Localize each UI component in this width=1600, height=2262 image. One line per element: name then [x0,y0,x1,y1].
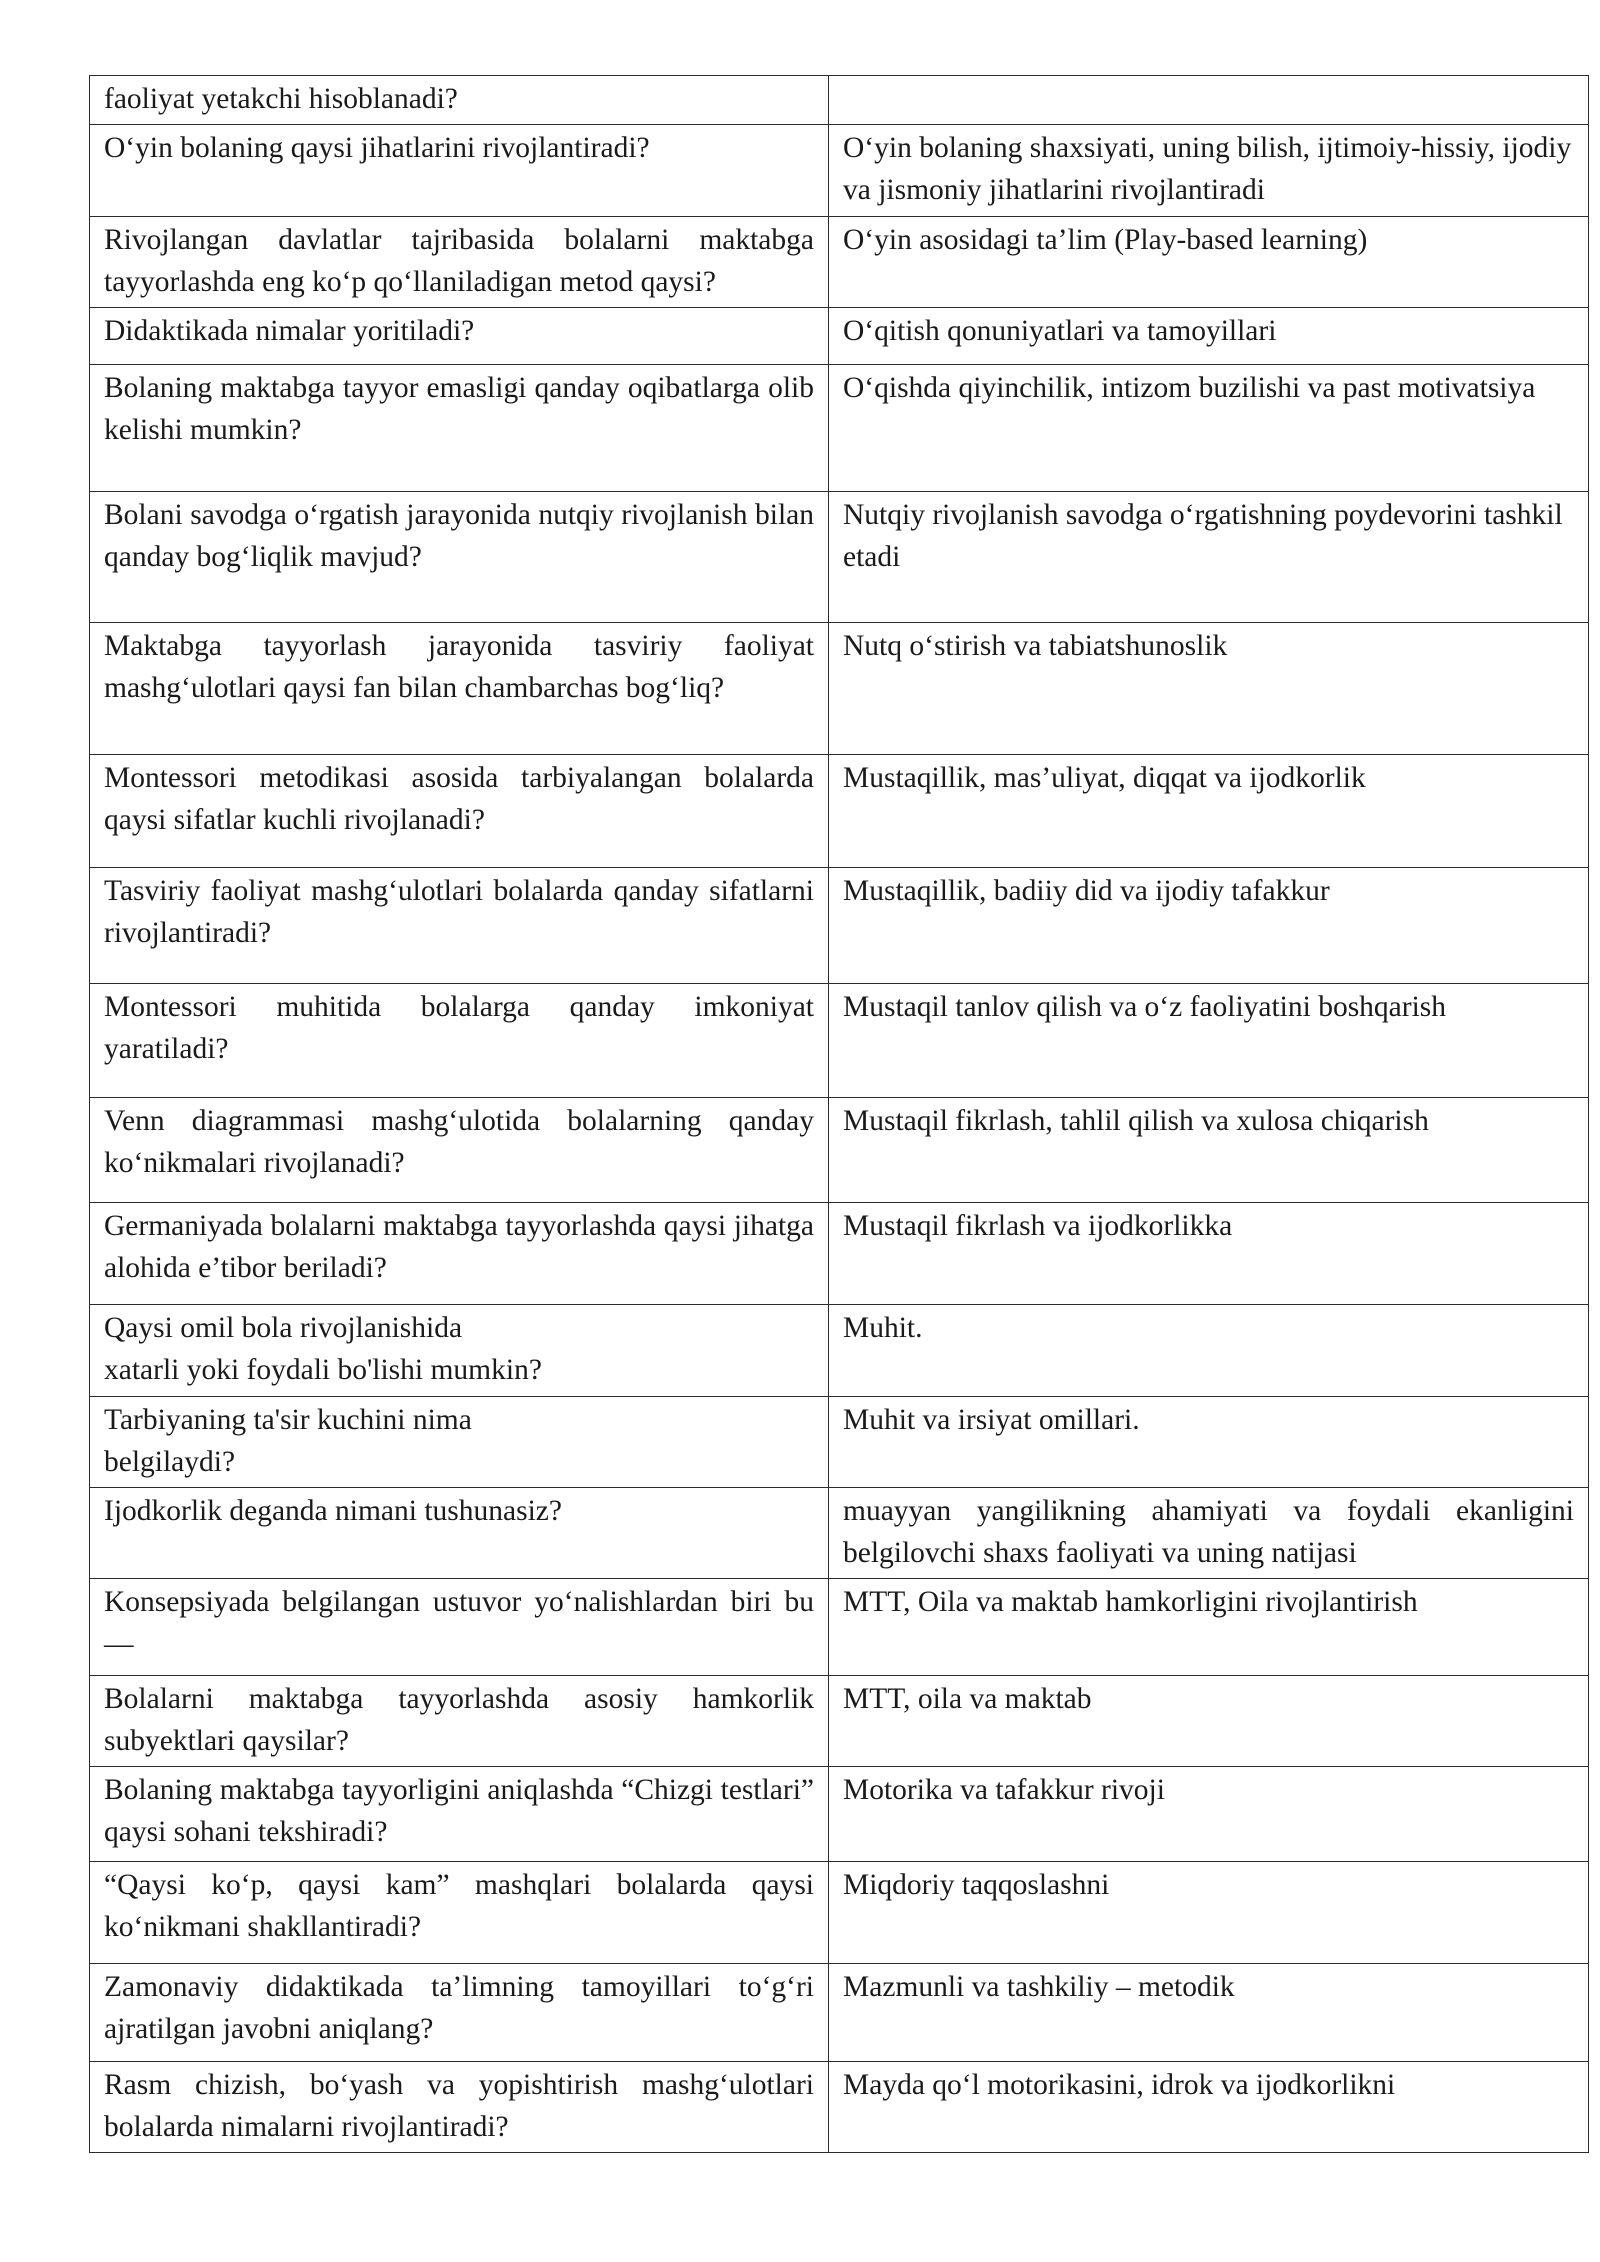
table-row [90,1579,1589,1676]
document-page [89,75,1588,2153]
answer-cell [829,755,1589,868]
table-row [90,1676,1589,1767]
question-text: Venn diagrammasi mashg‘ulotida bolalarning qanday ko‘nikmalari rivojlanadi? [104,1105,814,1179]
question-cell [90,1862,829,1964]
question-cell [90,1203,829,1305]
answer-cell [829,868,1589,984]
question-text: Bolalarni maktabga tayyorlashda asosiy hamkorlik subyektlari qaysilar? [104,1683,814,1757]
answer-cell [829,492,1589,623]
answer-text: muayyan yangilikning ahamiyati va foydali ekanligini belgilovchi shaxs faoliyati va uning natijasi [843,1495,1574,1569]
question-cell [90,217,829,308]
question-text: Ijodkorlik deganda nimani tushunasiz? [104,1495,562,1527]
table-row [90,1203,1589,1305]
answer-text: O‘yin asosidagi ta’lim (Play-based learning) [843,224,1368,256]
answer-cell [829,1203,1589,1305]
answer-text: MTT, Oila va maktab hamkorligini rivojlantirish [843,1586,1418,1618]
question-text: O‘yin bolaning qaysi jihatlarini rivojlantiradi? [104,132,650,164]
question-cell [90,125,829,217]
question-text: Konsepsiyada belgilangan ustuvor yo‘nalishlardan biri bu — [104,1586,814,1660]
table-row [90,125,1589,217]
answer-cell [829,1305,1589,1397]
table-row [90,868,1589,984]
answer-text: Mazmunli va tashkiliy – metodik [843,1971,1235,2003]
answer-cell [829,217,1589,308]
table-row [90,623,1589,755]
question-cell [90,76,829,125]
question-cell [90,1098,829,1203]
question-text: faoliyat yetakchi hisoblanadi? [104,83,458,115]
answer-cell [829,1579,1589,1676]
answer-text: MTT, oila va maktab [843,1683,1092,1715]
question-text: Bolani savodga o‘rgatish jarayonida nutqiy rivojlanish bilan qanday bog‘liqlik mavjud? [104,499,814,573]
question-text: Montessori metodikasi asosida tarbiyalangan bolalarda qaysi sifatlar kuchli rivojlanadi? [104,762,814,836]
question-cell [90,308,829,365]
question-text: Tarbiyaning ta'sir kuchini nima belgilaydi? [104,1404,472,1478]
answer-text: Motorika va tafakkur rivoji [843,1774,1165,1806]
question-cell [90,623,829,755]
table-row [90,1862,1589,1964]
answer-text: Mustaqil fikrlash, tahlil qilish va xulosa chiqarish [843,1105,1429,1137]
question-cell [90,492,829,623]
answer-cell [829,76,1589,125]
question-cell [90,868,829,984]
table-row [90,76,1589,125]
answer-cell [829,1098,1589,1203]
question-cell [90,755,829,868]
question-cell [90,1579,829,1676]
answer-text: Mustaqil fikrlash va ijodkorlikka [843,1210,1233,1242]
qa-table [89,75,1589,2153]
answer-cell [829,365,1589,492]
answer-text: Mustaqil tanlov qilish va o‘z faoliyatini boshqarish [843,991,1447,1023]
question-cell [90,1305,829,1397]
answer-text: Muhit va irsiyat omillari. [843,1404,1140,1436]
answer-cell [829,1676,1589,1767]
question-text: Rasm chizish, bo‘yash va yopishtirish mashg‘ulotlari bolalarda nimalarni rivojlantiradi? [104,2069,814,2143]
answer-cell [829,984,1589,1098]
answer-text: O‘qitish qonuniyatlari va tamoyillari [843,315,1277,347]
answer-text: Mustaqillik, badiiy did va ijodiy tafakkur [843,875,1330,907]
question-cell [90,984,829,1098]
question-text: Bolaning maktabga tayyor emasligi qanday oqibatlarga olib kelishi mumkin? [104,372,814,446]
answer-cell [829,1862,1589,1964]
answer-text: Muhit. [843,1312,923,1344]
question-text: Didaktikada nimalar yoritiladi? [104,315,475,347]
answer-cell [829,1397,1589,1488]
question-cell [90,1767,829,1862]
answer-text: Mayda qo‘l motorikasini, idrok va ijodkorlikni [843,2069,1396,2101]
question-cell [90,1964,829,2062]
question-cell [90,1397,829,1488]
table-row [90,1305,1589,1397]
answer-cell [829,308,1589,365]
table-row [90,1488,1589,1579]
table-row [90,1964,1589,2062]
answer-text: Mustaqillik, mas’uliyat, diqqat va ijodkorlik [843,762,1366,794]
question-text: Tasviriy faoliyat mashg‘ulotlari bolalarda qanday sifatlarni rivojlantiradi? [104,875,814,949]
table-row [90,365,1589,492]
question-text: Montessori muhitida bolalarga qanday imkoniyat yaratiladi? [104,991,814,1065]
table-row [90,308,1589,365]
question-text: “Qaysi ko‘p, qaysi kam” mashqlari bolalarda qaysi ko‘nikmani shakllantiradi? [104,1869,814,1943]
answer-cell [829,1488,1589,1579]
question-text: Maktabga tayyorlash jarayonida tasviriy faoliyat mashg‘ulotlari qaysi fan bilan chambarchas bog‘liq? [104,630,814,704]
answer-cell [829,623,1589,755]
answer-text: Nutqiy rivojlanish savodga o‘rgatishning poydevorini tashkil etadi [843,499,1563,573]
answer-text: Nutq o‘stirish va tabiatshunoslik [843,630,1228,662]
answer-text: O‘qishda qiyinchilik, intizom buzilishi va past motivatsiya [843,372,1536,404]
answer-text: Miqdoriy taqqoslashni [843,1869,1110,1901]
question-cell [90,1488,829,1579]
table-row [90,984,1589,1098]
answer-cell [829,125,1589,217]
table-row [90,217,1589,308]
table-row [90,1098,1589,1203]
table-row [90,492,1589,623]
table-row [90,1767,1589,1862]
question-cell [90,2062,829,2153]
question-text: Qaysi omil bola rivojlanishida xatarli yoki foydali bo'lishi mumkin? [104,1312,542,1386]
question-cell [90,365,829,492]
question-text: Germaniyada bolalarni maktabga tayyorlashda qaysi jihatga alohida e’tibor beriladi? [104,1210,814,1284]
table-row [90,2062,1589,2153]
answer-cell [829,2062,1589,2153]
answer-text: O‘yin bolaning shaxsiyati, uning bilish, ijtimoiy-hissiy, ijodiy va jismoniy jihatlarini rivojlantiradi [843,132,1572,206]
question-text: Rivojlangan davlatlar tajribasida bolalarni maktabga tayyorlashda eng ko‘p qo‘llaniladigan metod qaysi? [104,224,814,298]
question-cell [90,1676,829,1767]
question-text: Zamonaviy didaktikada ta’limning tamoyillari to‘g‘ri ajratilgan javobni aniqlang? [104,1971,814,2045]
answer-cell [829,1964,1589,2062]
answer-cell [829,1767,1589,1862]
question-text: Bolaning maktabga tayyorligini aniqlashda “Chizgi testlari” qaysi sohani tekshiradi? [104,1774,814,1848]
qa-table-body [90,76,1589,2153]
table-row [90,1397,1589,1488]
table-row [90,755,1589,868]
